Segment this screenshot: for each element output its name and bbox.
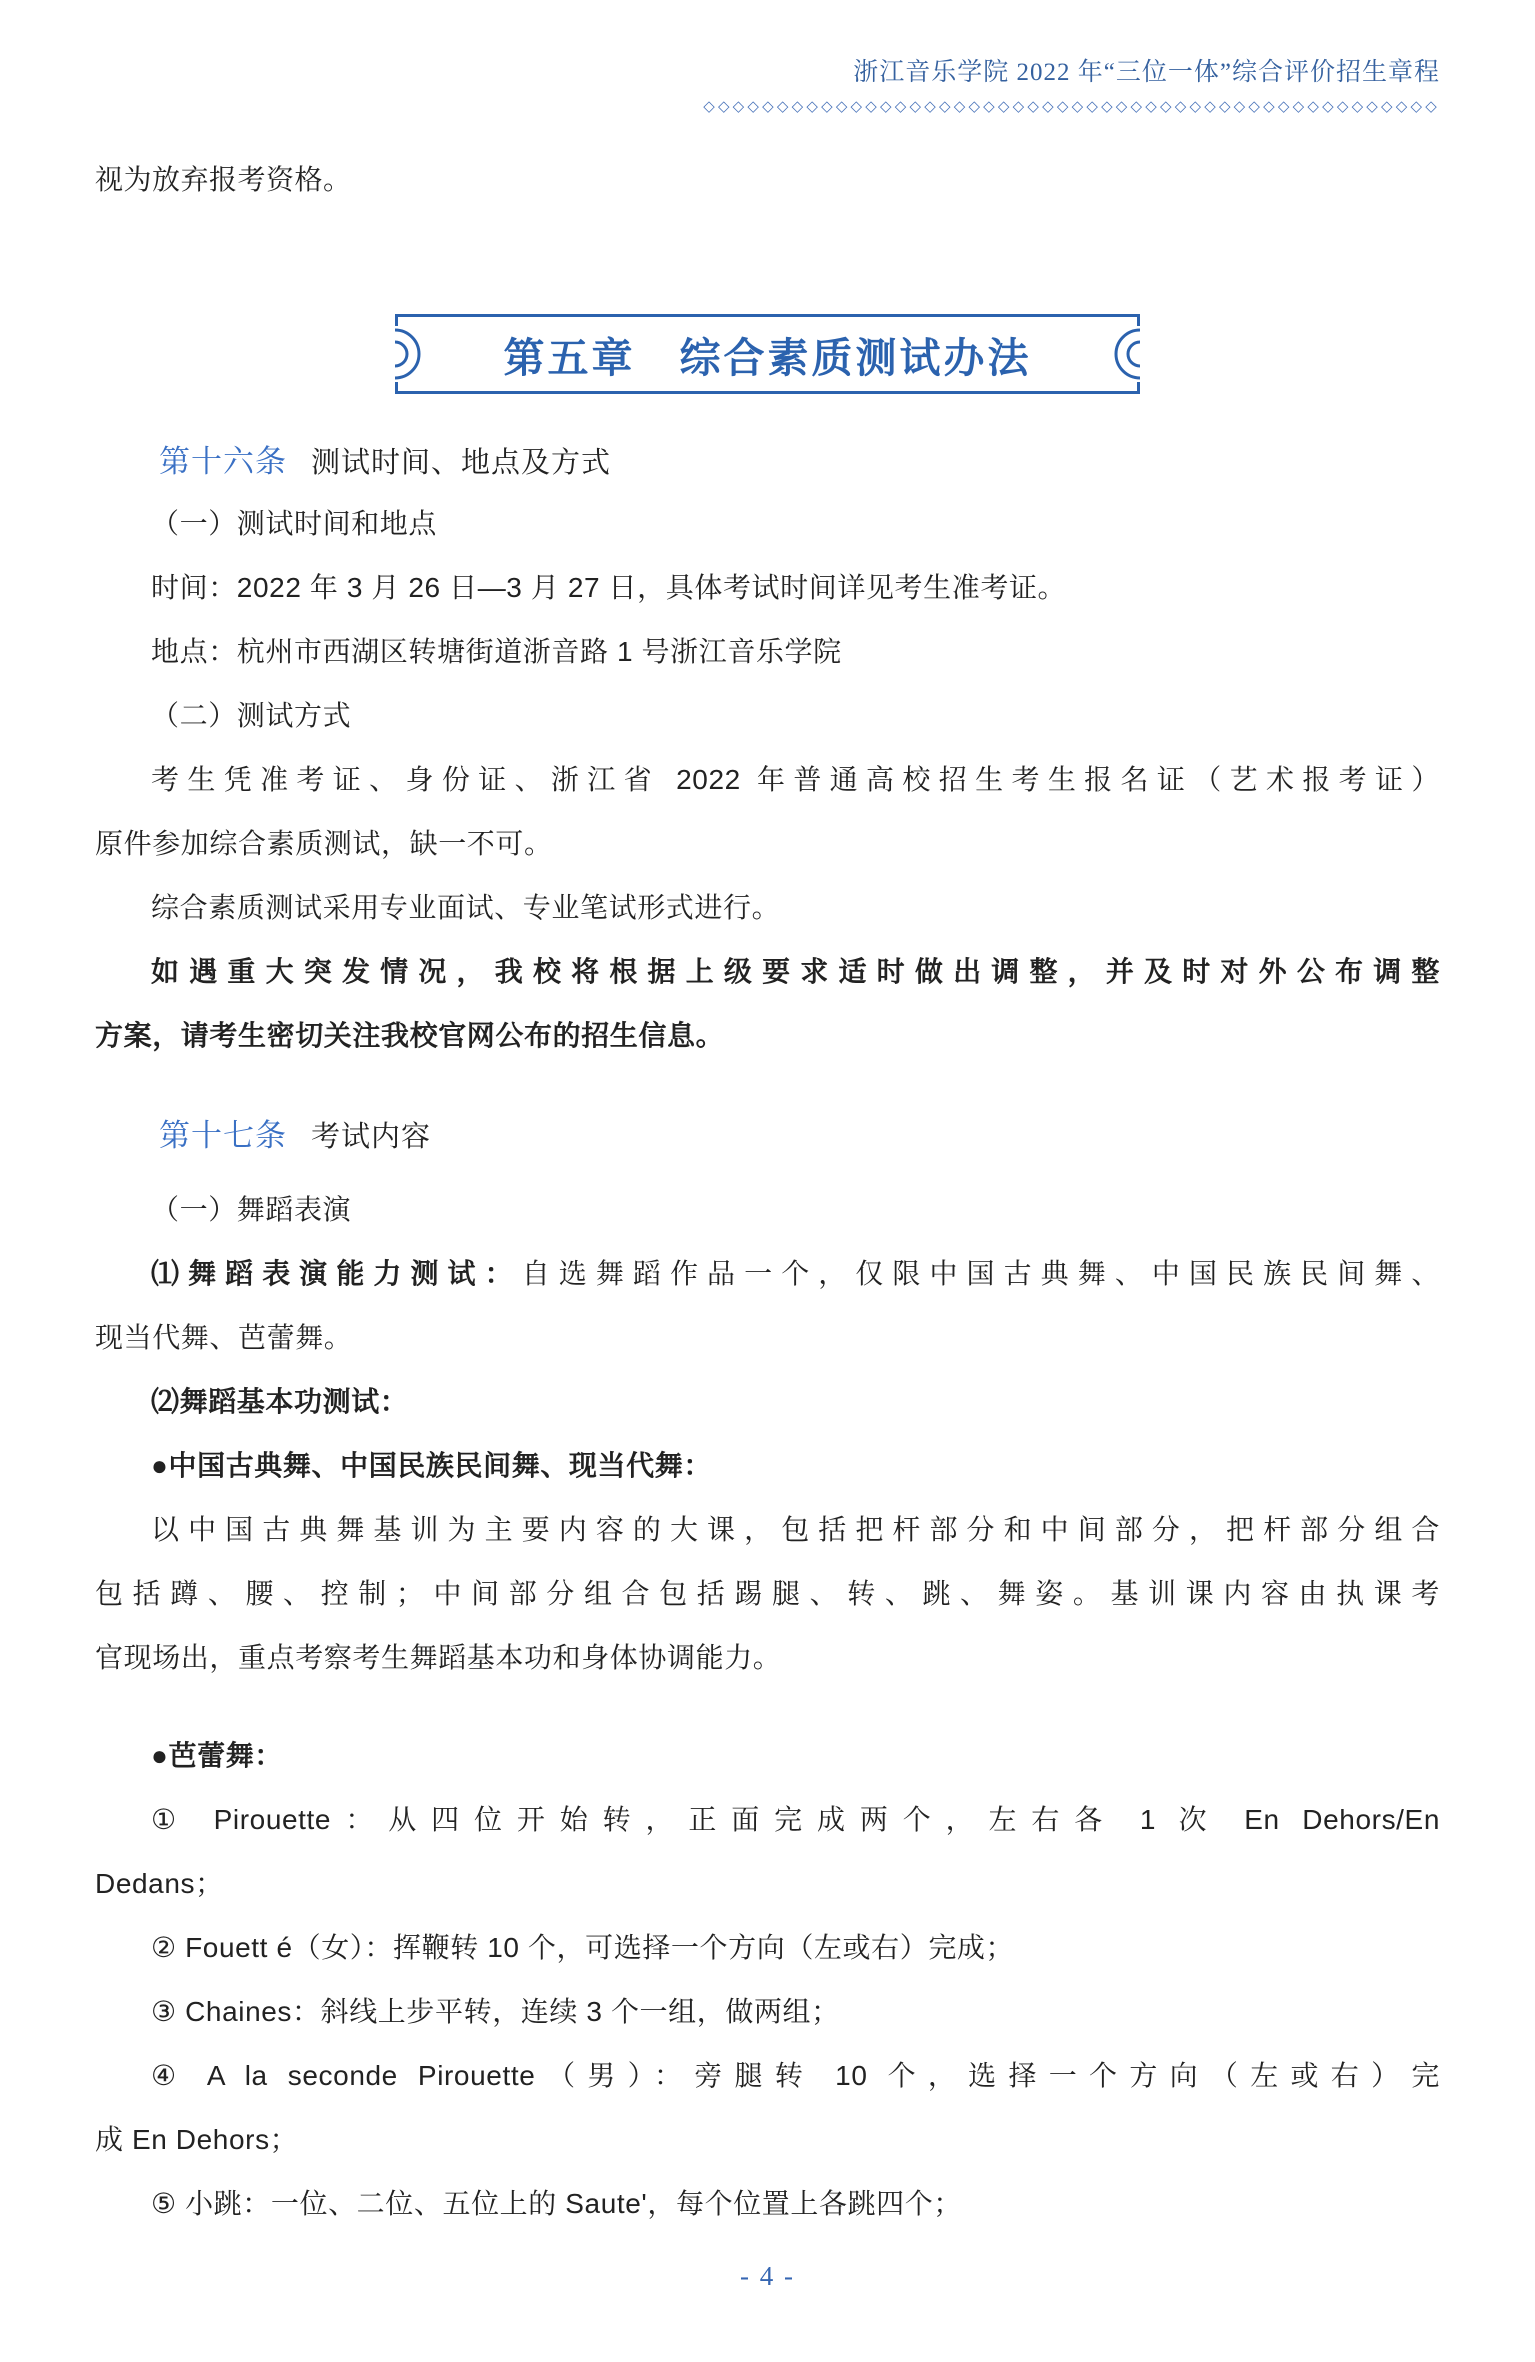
intro-line: 视为放弃报考资格。 bbox=[95, 164, 352, 195]
text-line: 地点：杭州市西湖区转塘街道浙音路 1 号浙江音乐学院 bbox=[151, 636, 842, 667]
bold-run: ⑴舞蹈表演能力测试： bbox=[151, 1258, 522, 1289]
text-line: 如遇重大突发情况，我校将根据上级要求适时做出调整，并及时对外公布调整 bbox=[151, 956, 1440, 987]
article-17-title: 考试内容 bbox=[311, 1121, 432, 1153]
text-line: 官现场出，重点考察考生舞蹈基本功和身体协调能力。 bbox=[95, 1642, 782, 1673]
text-line: Dedans； bbox=[95, 1868, 224, 1899]
text-line: 时间：2022 年 3 月 26 日—3 月 27 日，具体考试时间详见考生准考证。 bbox=[151, 572, 1067, 603]
text-line: 包括蹲、腰、控制；中间部分组合包括踢腿、转、跳、舞姿。基训课内容由执课考 bbox=[95, 1578, 1440, 1609]
text-line: 原件参加综合素质测试，缺一不可。 bbox=[95, 828, 553, 859]
article-16-heading bbox=[95, 438, 1440, 492]
left-arc-icon bbox=[381, 322, 425, 386]
text-line: ① Pirouette：从四位开始转，正面完成两个，左右各 1 次 En Dehors/En bbox=[151, 1804, 1440, 1835]
text-run: 自选舞蹈作品一个，仅限中国古典舞、中国民族民间舞、 bbox=[521, 1258, 1440, 1289]
text-line: ⑵舞蹈基本功测试： bbox=[151, 1386, 409, 1417]
text-line: ④ A la seconde Pirouette（男）：旁腿转 10 个，选择一个方向（左或右）完 bbox=[151, 2060, 1440, 2091]
document-title: 浙江音乐学院 2022 年“三位一体”综合评价招生章程 bbox=[853, 59, 1440, 86]
article-16-number: 第十六条 bbox=[159, 444, 287, 479]
text-line: ●中国古典舞、中国民族民间舞、现当代舞： bbox=[151, 1450, 712, 1481]
article-17-body bbox=[95, 1178, 1440, 2236]
article-16-title: 测试时间、地点及方式 bbox=[311, 447, 612, 479]
text-line: 现当代舞、芭蕾舞。 bbox=[95, 1322, 353, 1353]
text-line: ② Fouett é（女）：挥鞭转 10 个，可选择一个方向（左或右）完成； bbox=[151, 1932, 1015, 1963]
chapter-title: 第五章 综合素质测试办法 bbox=[503, 334, 1032, 381]
text-line: 方案，请考生密切关注我校官网公布的招生信息。 bbox=[95, 1020, 725, 1051]
text-line: ⑤ 小跳：一位、二位、五位上的 Saute'，每个位置上各跳四个； bbox=[151, 2188, 962, 2219]
text-line: 考生凭准考证、身份证、浙江省 2022 年普通高校招生考生报名证（艺术报考证） bbox=[151, 764, 1440, 795]
page-number: - 4 - bbox=[740, 2261, 795, 2291]
text-line: 综合素质测试采用专业面试、专业笔试形式进行。 bbox=[151, 892, 781, 923]
diamond-divider: ◇◇◇◇◇◇◇◇◇◇◇◇◇◇◇◇◇◇◇◇◇◇◇◇◇◇◇◇◇◇◇◇◇◇◇◇◇◇◇◇◇◇◇◇◇◇◇◇◇◇ bbox=[703, 98, 1440, 115]
chapter-banner bbox=[395, 314, 1140, 394]
article-17-number: 第十七条 bbox=[159, 1118, 287, 1153]
right-arc-icon bbox=[1110, 322, 1154, 386]
article-16-body bbox=[95, 492, 1440, 1068]
text-line: 成 En Dehors； bbox=[95, 2124, 299, 2155]
text-line: 以中国古典舞基训为主要内容的大课，包括把杆部分和中间部分，把杆部分组合 bbox=[151, 1514, 1440, 1545]
text-line: （一）舞蹈表演 bbox=[151, 1194, 352, 1225]
text-line: ●芭蕾舞： bbox=[151, 1740, 283, 1771]
page-header bbox=[95, 0, 1440, 118]
text-line: ③ Chaines：斜线上步平转，连续 3 个一组，做两组； bbox=[151, 1996, 840, 2027]
text-line: （一）测试时间和地点 bbox=[151, 508, 438, 539]
text-line: （二）测试方式 bbox=[151, 700, 352, 731]
text-line bbox=[95, 1242, 1440, 1306]
article-17-heading bbox=[95, 1112, 1440, 1166]
